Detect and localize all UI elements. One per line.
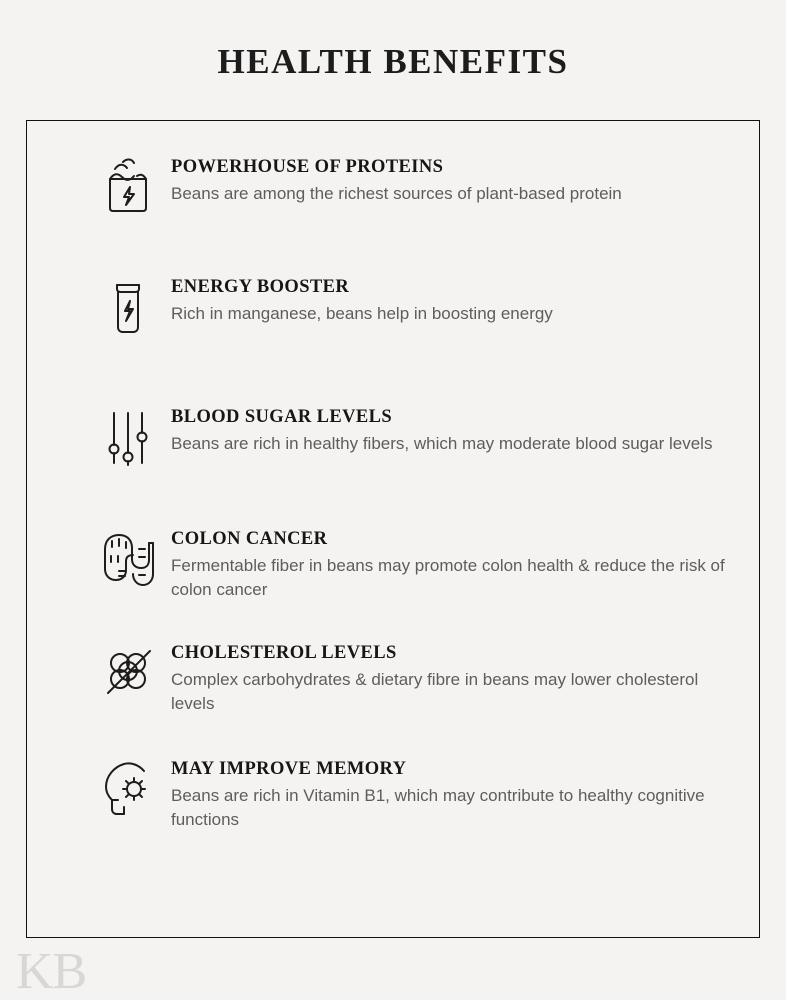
benefit-text [171, 523, 737, 603]
benefit-text [171, 753, 737, 833]
benefit-heading: POWERHOUSE OF PROTEINS [171, 157, 444, 177]
factory-icon [85, 151, 171, 235]
benefit-heading: CHOLESTEROL LEVELS [171, 643, 397, 663]
benefit-text [171, 637, 737, 717]
no-cholesterol-icon [85, 637, 171, 721]
benefit-description: Rich in manganese, beans help in boosting energy [171, 304, 553, 324]
benefit-heading: MAY IMPROVE MEMORY [171, 759, 407, 779]
benefit-description: Beans are rich in healthy fibers, which may moderate blood sugar levels [171, 434, 713, 454]
benefit-description: Fermentable fiber in beans may promote colon health & reduce the risk of colon cancer [171, 556, 725, 600]
benefit-heading: COLON CANCER [171, 529, 328, 549]
benefits-panel [26, 120, 760, 938]
benefit-heading: BLOOD SUGAR LEVELS [171, 407, 393, 427]
list-item [27, 523, 759, 607]
list-item [27, 271, 759, 355]
list-item [27, 637, 759, 721]
benefit-text [171, 401, 737, 456]
energy-can-icon [85, 271, 171, 355]
sliders-icon [85, 401, 171, 485]
list-item [27, 151, 759, 235]
page-title: HEALTH BENEFITS [217, 42, 569, 81]
benefit-description: Beans are among the richest sources of plant-based protein [171, 184, 622, 204]
benefits-list [27, 121, 759, 837]
benefit-text [171, 271, 737, 326]
brain-gear-head-icon [85, 753, 171, 837]
benefit-description: Complex carbohydrates & dietary fibre in beans may lower cholesterol levels [171, 670, 699, 714]
intestine-icon [85, 523, 171, 607]
benefit-heading: ENERGY BOOSTER [171, 277, 350, 297]
list-item [27, 401, 759, 485]
list-item [27, 753, 759, 837]
brand-watermark: KB [16, 943, 87, 1000]
benefit-text [171, 151, 737, 206]
benefit-description: Beans are rich in Vitamin B1, which may contribute to healthy cognitive functions [171, 786, 705, 830]
